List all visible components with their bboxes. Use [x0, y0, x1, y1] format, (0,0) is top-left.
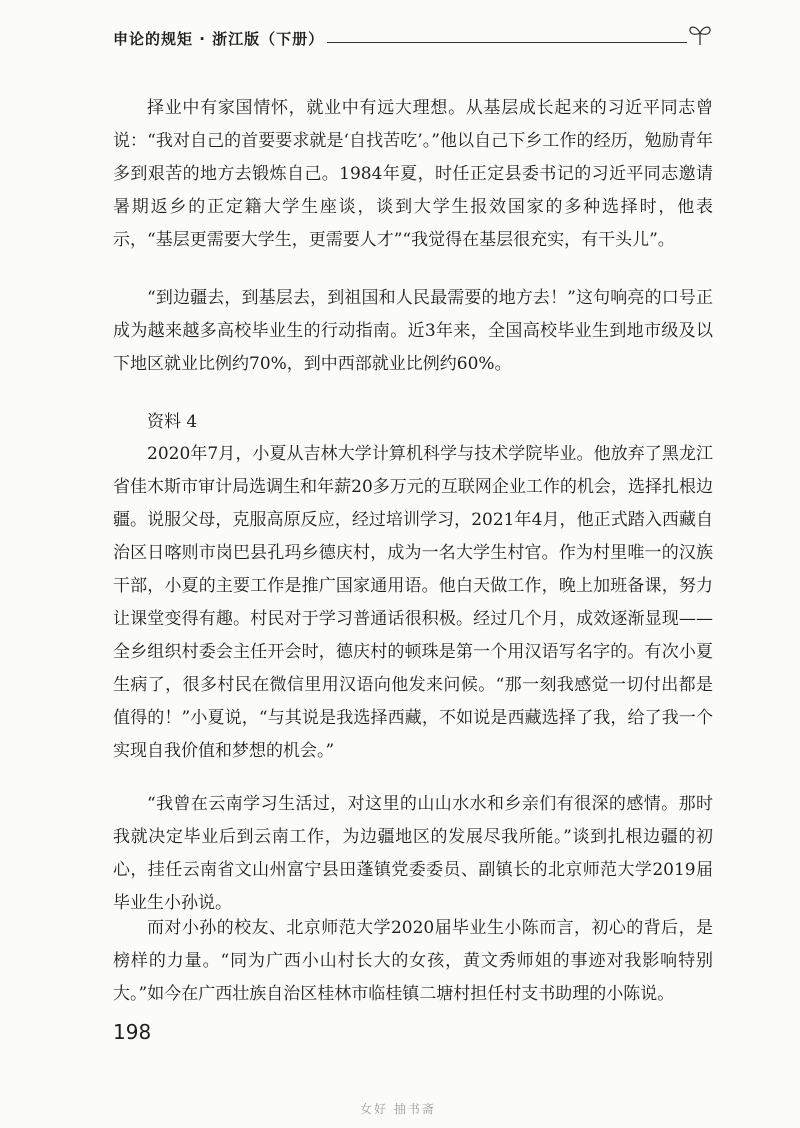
paragraph-4: “我曾在云南学习生活过，对这里的山山水水和乡亲们有很深的感情。那时我就决定毕业后到云南工作，为边疆地区的发展尽我所能。”谈到扎根边疆的初心，挂任云南省文山州富宁县田蓬镇党委委员、副镇长的北京师范大学2019届毕业生小孙说。 — [113, 794, 713, 913]
scan-watermark: 女好 抽书斋 — [360, 1102, 436, 1116]
header-rule — [327, 42, 687, 43]
book-title: 申论的规矩 · 浙江版（下册） — [113, 30, 325, 48]
paragraph-5: 而对小孙的校友、北京师范大学2020届毕业生小陈而言，初心的背后，是榜样的力量。“同为广西小山村长大的女孩，黄文秀师姐的事迹对我影响特别大。”如今在广西壮族自治区桂林市临桂镇二塘村担任村支书助理的小陈说。 — [113, 918, 713, 1004]
paragraph-3: 2020年7月，小夏从吉林大学计算机科学与技术学院毕业。他放弃了黑龙江省佳木斯市审计局选调生和年薪20多万元的互联网企业工作的机会，选择扎根边疆。说服父母，克服高原反应，经过培训学习，2021年4月，他正式踏入西藏自治区日喀则市岗巴县孔玛乡德庆村，成为一名大学生村官。作为村里唯一的汉族干部，小夏的主要工作是推广国家通用语。他白天做工作，晚上加班备课，努力让课堂变得有趣。村民对于学习普通话很积极。经过几个月，成效逐渐显现——全乡组织村委会主任开会时，德庆村的顿珠是第一个用汉语写名字的。有次小夏生病了，很多村民在微信里用汉语向他发来问候。“那一刻我感觉一切付出都是值得的！”小夏说，“与其说是我选择西藏，不如说是西藏选择了我，给了我一个实现自我价值和梦想的机会。” — [113, 444, 713, 761]
section-heading: 资料 4 — [147, 412, 198, 432]
paragraph-1: 择业中有家国情怀，就业中有远大理想。从基层成长起来的习近平同志曾说：“我对自己的首要要求就是‘自找苦吃’。”他以自己下乡工作的经历，勉励青年多到艰苦的地方去锻炼自己。1984年夏，时任正定县委书记的习近平同志邀请暑期返乡的正定籍大学生座谈，谈到大学生报效国家的多种选择时，他表示，“基层更需要大学生，更需要人才”“我觉得在基层很充实，有干头儿”。 — [113, 98, 713, 250]
paragraph-2: “到边疆去，到基层去，到祖国和人民最需要的地方去！”这句响亮的口号正成为越来越多高校毕业生的行动指南。近3年来，全国高校毕业生到地市级及以下地区就业比例约70%，到中西部就业比例约60%。 — [113, 288, 713, 374]
running-header — [113, 28, 713, 52]
page-number: 198 — [113, 1020, 152, 1044]
sprout-icon — [687, 24, 713, 46]
